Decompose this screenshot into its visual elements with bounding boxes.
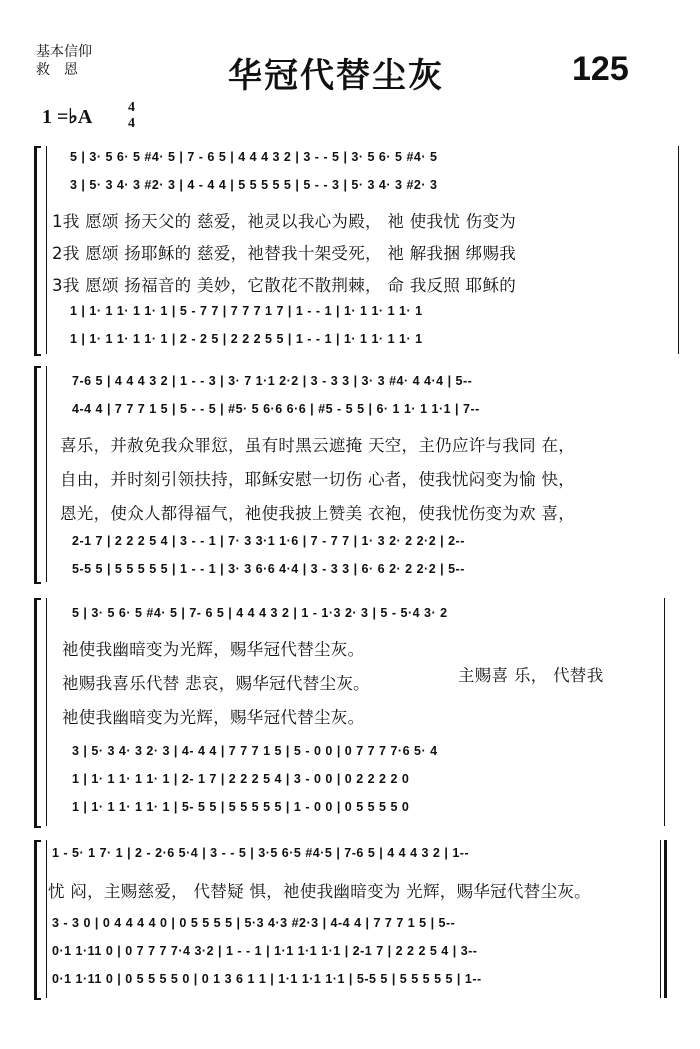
system-1-lyric-verse-2: 2我 愿颂 扬耶稣的 慈爱，祂替我十架受死， 祂 解我捆 绑赐我: [52, 244, 517, 263]
page-title: 华冠代替尘灰: [228, 56, 444, 96]
system-1-start-line: [46, 146, 47, 354]
time-signature-top: 4: [128, 100, 135, 115]
system-3-bottom-line-3: 1 | 1· 1 1· 1 1· 1 | 5- 5 5 | 5 5 5 5 5 | 1 - 0 0 | 0 5 5 5 5 0: [72, 800, 410, 814]
system-1-top-line-2: 3 | 5· 3 4· 3 #2· 3 | 4 - 4 4 | 5 5 5 5 5 | 5 - - 3 | 5· 3 4· 3 #2· 3: [70, 178, 438, 192]
book-label: 基本信仰: [36, 44, 92, 60]
system-2-top-line-2: 4-4 4 | 7 7 7 1 5 | 5 - - 5 | #5· 5 6·6 6·6 | #5 - 5 5 | 6· 1 1· 1 1·1 | 7--: [72, 402, 480, 416]
final-barline: [664, 840, 667, 998]
system-4-bottom-line-1: 3 - 3 0 | 0 4 4 4 4 0 | 0 5 5 5 5 | 5·3 4·3 #2·3 | 4-4 4 | 7 7 7 1 5 | 5--: [52, 916, 456, 930]
system-3-lyric-verse-1: 祂使我幽暗变为光辉，赐华冠代替尘灰。: [62, 640, 365, 659]
system-3-lyric-verse-3: 祂使我幽暗变为光辉，赐华冠代替尘灰。: [62, 708, 365, 727]
system-3-start-line: [46, 598, 47, 826]
system-1-lyric-verse-1: 1我 愿颂 扬天父的 慈爱，祂灵以我心为殿， 祂 使我忧 伤变为: [52, 212, 517, 231]
system-1-lyric-verse-3: 3我 愿颂 扬福音的 美妙，它散花不散荆棘， 命 我反照 耶稣的: [52, 276, 517, 295]
system-1-brace: [34, 146, 41, 356]
system-2-bottom-line-2: 5-5 5 | 5 5 5 5 5 | 1 - - 1 | 3· 3 6·6 4·4 | 3 - 3 3 | 6· 6 2· 2 2·2 | 5--: [72, 562, 465, 576]
system-4-bottom-line-2: 0·1 1·11 0 | 0 7 7 7 7·4 3·2 | 1 - - 1 | 1·1 1·1 1·1 | 2-1 7 | 2 2 2 5 4 | 3--: [52, 944, 478, 958]
system-3-end-line: [664, 598, 665, 826]
key-signature: 1 =♭A: [42, 106, 93, 128]
system-1-bottom-line-2: 1 | 1· 1 1· 1 1· 1 | 2 - 2 5 | 2 2 2 5 5 | 1 - - 1 | 1· 1 1· 1 1· 1: [70, 332, 423, 346]
system-3-bottom-line-1: 3 | 5· 3 4· 3 2· 3 | 4- 4 4 | 7 7 7 1 5 | 5 - 0 0 | 0 7 7 7 7·6 5· 4: [72, 744, 438, 758]
system-2-bottom-line-1: 2-1 7 | 2 2 2 5 4 | 3 - - 1 | 7· 3 3·1 1·6 | 7 - 7 7 | 1· 3 2· 2 2·2 | 2--: [72, 534, 465, 548]
system-4-start-line: [46, 840, 47, 998]
system-2-lyric-verse-2: 自由，并时刻引领扶持，耶稣安慰一切伤 心者，使我忧闷变为愉 快，: [60, 470, 576, 489]
system-2-top-line-1: 7-6 5 | 4 4 4 3 2 | 1 - - 3 | 3· 7 1·1 2·2 | 3 - 3 3 | 3· 3 #4· 4 4·4 | 5--: [72, 374, 473, 388]
system-1-end-line: [678, 146, 679, 354]
system-4-top-line-1: 1 - 5· 1 7· 1 | 2 - 2·6 5·4 | 3 - - 5 | 3·5 6·5 #4·5 | 7-6 5 | 4 4 4 3 2 | 1--: [52, 846, 470, 860]
system-3-top-line-1: 5 | 3· 5 6· 5 #4· 5 | 7- 6 5 | 4 4 4 3 2 | 1 - 1·3 2· 3 | 5 - 5·4 3· 2: [72, 606, 448, 620]
system-2-lyric-verse-1: 喜乐，并赦免我众罪愆，虽有时黑云遮掩 天空，主仍应许与我同 在，: [60, 436, 576, 455]
system-2-start-line: [46, 366, 47, 582]
system-4-brace: [34, 840, 41, 1000]
system-3-lyric-verse-2: 祂赐我喜乐代替 悲哀，赐华冠代替尘灰。: [62, 674, 370, 693]
system-4-lyric: 忧 闷，主赐慈爱， 代替疑 惧，祂使我幽暗变为 光辉，赐华冠代替尘灰。: [48, 882, 591, 901]
system-3-brace: [34, 598, 41, 828]
refrain-lyric: 主赐喜 乐， 代替我: [458, 666, 604, 685]
section-label: 救 恩: [36, 62, 78, 78]
page-number: 125: [572, 50, 629, 88]
system-4-end-line: [660, 840, 661, 998]
system-2-brace: [34, 366, 41, 584]
system-3-bottom-line-2: 1 | 1· 1 1· 1 1· 1 | 2- 1 7 | 2 2 2 5 4 | 3 - 0 0 | 0 2 2 2 2 0: [72, 772, 410, 786]
system-1-bottom-line-1: 1 | 1· 1 1· 1 1· 1 | 5 - 7 7 | 7 7 7 1 7 | 1 - - 1 | 1· 1 1· 1 1· 1: [70, 304, 423, 318]
system-1-top-line-1: 5 | 3· 5 6· 5 #4· 5 | 7 - 6 5 | 4 4 4 3 2 | 3 - - 5 | 3· 5 6· 5 #4· 5: [70, 150, 438, 164]
system-2-lyric-verse-3: 恩光，使众人都得福气，祂使我披上赞美 衣袍，使我忧伤变为欢 喜，: [60, 504, 576, 523]
time-signature-bottom: 4: [128, 116, 135, 131]
system-4-bottom-line-3: 0·1 1·11 0 | 0 5 5 5 5 0 | 0 1 3 6 1 1 | 1·1 1·1 1·1 | 5-5 5 | 5 5 5 5 5 | 1--: [52, 972, 482, 986]
